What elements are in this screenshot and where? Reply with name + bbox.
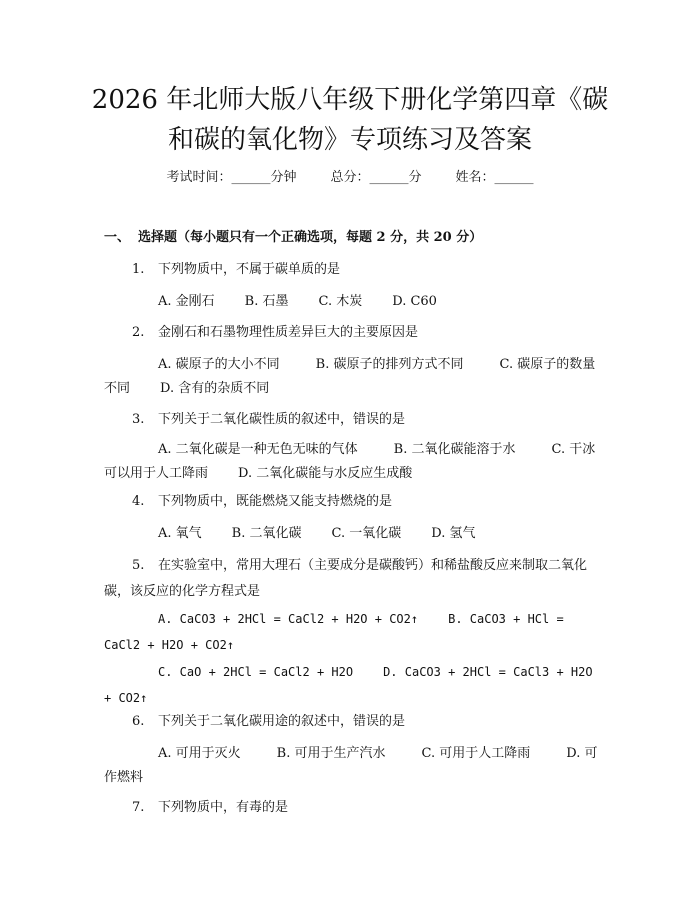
option-a: A. 二氧化碳是一种无色无味的气体	[158, 442, 358, 457]
title-line-1: 2026 年北师大版八年级下册化学第四章《碳	[91, 85, 609, 115]
option-b: B. CaCO3 + HCl = CaCl2 + H2O + CO2↑	[104, 612, 564, 652]
option-c: C. 可用于人工降雨	[421, 746, 531, 761]
question-number: 1.	[132, 262, 145, 277]
question-number: 7.	[132, 800, 145, 815]
question-2	[132, 323, 418, 343]
option-c: C. 干冰可以用于人工降雨	[104, 442, 596, 481]
question-text: 下列物质中，不属于碳单质的是	[158, 262, 341, 277]
question-text: 下列物质中，既能燃烧又能支持燃烧的是	[158, 494, 393, 509]
question-text: 金刚石和石墨物理性质差异巨大的主要原因是	[158, 325, 419, 340]
option-a: A. 可用于灭火	[158, 746, 241, 761]
exam-info	[0, 168, 700, 188]
question-3-options	[104, 438, 598, 486]
option-c: C. 一氧化碳	[331, 526, 402, 541]
question-number: 4.	[132, 494, 145, 509]
section-heading	[104, 228, 482, 248]
option-b: B. 碳原子的排列方式不同	[315, 357, 464, 372]
question-1	[132, 260, 340, 280]
option-a: A. 碳原子的大小不同	[158, 357, 280, 372]
question-6	[132, 712, 405, 732]
exam-name: 姓名：______	[455, 170, 534, 185]
option-b: B. 二氧化碳能溶于水	[393, 442, 516, 457]
question-2-options	[104, 353, 598, 401]
question-number: 5.	[132, 558, 145, 573]
option-c: C. CaO + 2HCl = CaCl2 + H2O	[158, 665, 354, 679]
question-text: 下列物质中，有毒的是	[158, 800, 289, 815]
section-title: 选择题（每小题只有一个正确选项，每题 2 分，共 20 分）	[138, 230, 483, 245]
question-1-options	[104, 290, 598, 314]
section-number: 一、	[104, 230, 131, 245]
question-7	[132, 798, 288, 818]
document-title	[90, 80, 610, 160]
option-c: C. 木炭	[318, 294, 363, 309]
question-number: 6.	[132, 714, 145, 729]
question-text: 在实验室中，常用大理石（主要成分是碳酸钙）和稀盐酸反应来制取二氧化碳，该反应的化学方程式是	[104, 558, 588, 599]
option-b: B. 石墨	[244, 294, 289, 309]
exam-time: 考试时间：______分钟	[166, 170, 297, 185]
question-4	[132, 492, 392, 512]
question-5-options-ab	[104, 606, 598, 658]
option-d: D. 二氧化碳能与水反应生成酸	[238, 466, 413, 481]
option-d: D. C60	[392, 294, 437, 309]
question-number: 2.	[132, 325, 145, 340]
question-text: 下列关于二氧化碳用途的叙述中，错误的是	[158, 714, 406, 729]
question-5-options-cd	[104, 659, 598, 711]
option-a: A. 金刚石	[158, 294, 215, 309]
exam-score: 总分：______分	[330, 170, 422, 185]
option-d: D. 可作燃料	[104, 746, 598, 785]
question-6-options	[104, 742, 598, 790]
option-a: A. 氧气	[158, 526, 202, 541]
title-line-2: 和碳的氧化物》专项练习及答案	[167, 125, 532, 155]
option-d: D. CaCO3 + 2HCl = CaCl3 + H2O + CO2↑	[104, 665, 593, 705]
question-4-options	[104, 522, 598, 546]
option-d: D. 氢气	[431, 526, 476, 541]
option-b: B. 可用于生产汽水	[276, 746, 386, 761]
question-text: 下列关于二氧化碳性质的叙述中，错误的是	[158, 412, 406, 427]
question-5	[104, 553, 598, 605]
question-number: 3.	[132, 412, 145, 427]
option-d: D. 含有的杂质不同	[160, 381, 270, 396]
option-b: B. 二氧化碳	[231, 526, 302, 541]
question-3	[132, 410, 405, 430]
option-a: A. CaCO3 + 2HCl = CaCl2 + H2O + CO2↑	[158, 612, 419, 626]
option-c: C. 碳原子的数量不同	[104, 357, 596, 396]
